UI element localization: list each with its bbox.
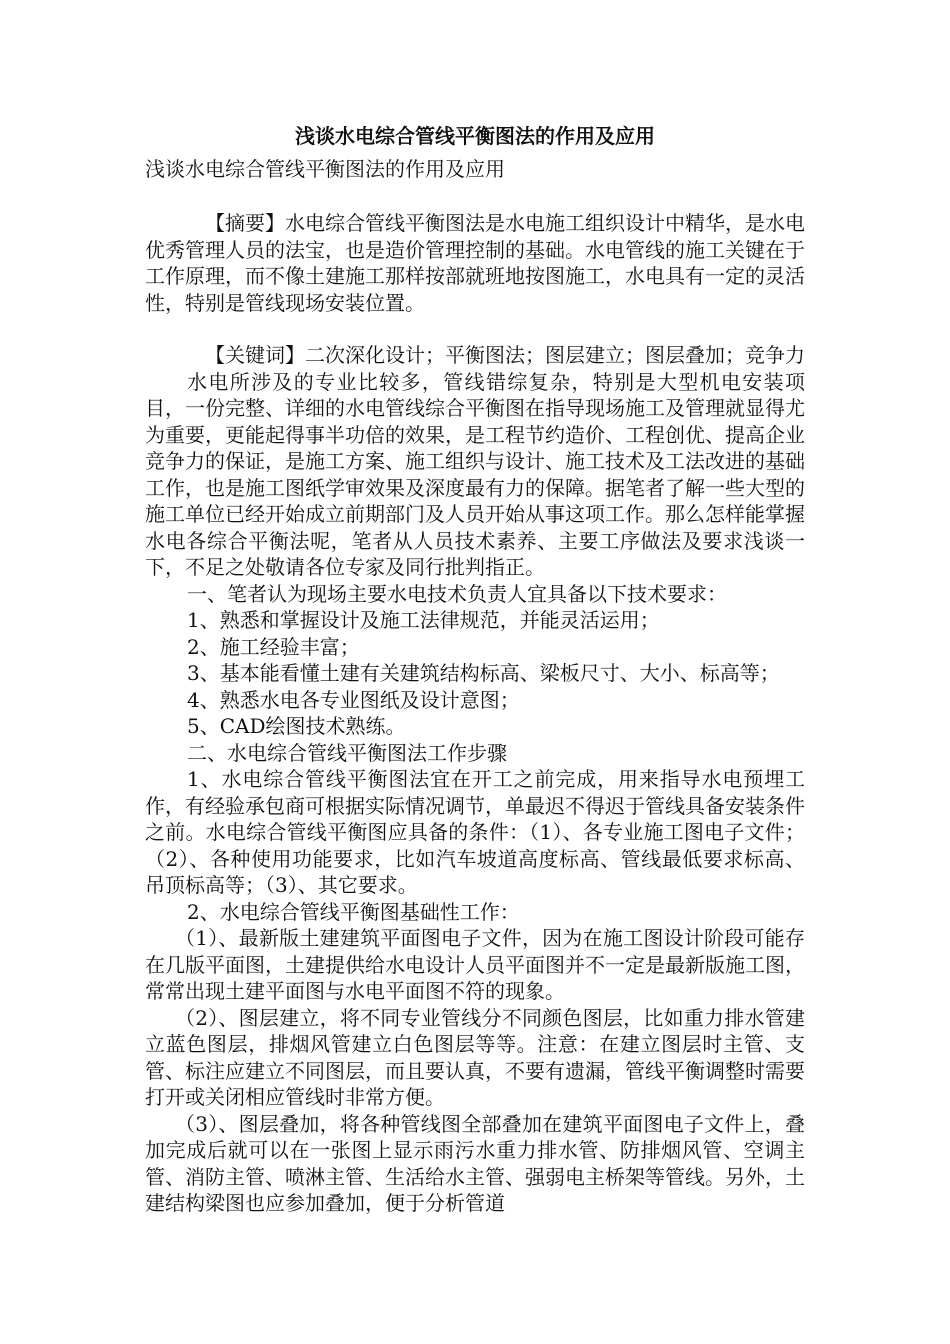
- document-title: 浅谈水电综合管线平衡图法的作用及应用: [295, 124, 655, 148]
- section2-sub-item-2: （2）、图层建立，将不同专业管线分不同颜色图层，比如重力排水管建立蓝色图层，排烟风管建立白色图层等等。注意：在建立图层时主管、支管、标注应建立不同图层，而且要认真，不要有遗漏，管线平衡调整时需要打开或关闭相应管线时非常方便。: [145, 1005, 805, 1109]
- abstract-paragraph: 【摘要】水电综合管线平衡图法是水电施工组织设计中精华，是水电优秀管理人员的法宝，也是造价管理控制的基础。水电管线的施工关键在于工作原理，而不像土建施工那样按部就班地按图施工，水电具有一定的灵活性，特别是管线现场安装位置。: [145, 211, 805, 315]
- list-item: 2、施工经验丰富；: [187, 634, 360, 659]
- intro-paragraph: 水电所涉及的专业比较多，管线错综复杂，特别是大型机电安装项目，一份完整、详细的水电管线综合平衡图在指导现场施工及管理就显得尤为重要，更能起得事半功倍的效果，是工程节约造价、工程创优、提高企业竞争力的保证，是施工方案、施工组织与设计、施工技术及工法改进的基础工作，也是施工图纸学审效果及深度最有力的保障。据笔者了解一些大型的施工单位已经开始成立前期部门及人员开始从事这项工作。那么怎样能掌握水电各综合平衡法呢，笔者从人员技术素养、主要工序做法及要求浅谈一下，不足之处敬请各位专家及同行批判指正。: [145, 369, 805, 579]
- spacer: [145, 316, 805, 342]
- document-page: [145, 118, 805, 1217]
- section2-sub-item-3: （3）、图层叠加，将各种管线图全部叠加在建筑平面图电子文件上，叠加完成后就可以在一张图上显示雨污水重力排水管、防排烟风管、空调主管、消防主管、喷淋主管、生活给水主管、强弱电主桥架等管线。另外，土建结构梁图也应参加叠加，便于分析管道: [145, 1111, 805, 1215]
- section2-heading: 二、水电综合管线平衡图法工作步骤: [187, 740, 507, 765]
- list-item: 4、熟悉水电各专业图纸及设计意图；: [187, 687, 520, 712]
- list-item: 3、基本能看懂土建有关建筑结构标高、梁板尺寸、大小、标高等；: [187, 661, 780, 685]
- document-subtitle: 浅谈水电综合管线平衡图法的作用及应用: [145, 157, 505, 181]
- section1-heading: 一、笔者认为现场主要水电技术负责人宜具备以下技术要求：: [187, 581, 727, 606]
- list-item: 5、CAD绘图技术熟练。: [187, 714, 406, 738]
- section2-paragraph-1: 1、水电综合管线平衡图法宜在开工之前完成，用来指导水电预埋工作，有经验承包商可根据实际情况调节，单最迟不得迟于管线具备安装条件之前。水电综合管线平衡图应具备的条件：（1）、各专业施工图电子文件；（2）、各种使用功能要求，比如汽车坡道高度标高、管线最低要求标高、吊顶标高等；（3）、其它要求。: [145, 767, 805, 897]
- spacer: [145, 184, 805, 210]
- keywords-paragraph: 【关键词】二次深化设计；平衡图法；图层建立；图层叠加；竞争力: [205, 343, 805, 367]
- section2-paragraph-2: 2、水电综合管线平衡图基础性工作：: [187, 899, 520, 924]
- list-item: 1、熟悉和掌握设计及施工法律规范，并能灵活运用；: [187, 608, 660, 632]
- section2-sub-item-1: （1）、最新版土建建筑平面图电子文件，因为在施工图设计阶段可能存在几版平面图，土建提供给水电设计人员平面图并不一定是最新版施工图，常常出现土建平面图与水电平面图不符的现象。: [145, 926, 805, 1003]
